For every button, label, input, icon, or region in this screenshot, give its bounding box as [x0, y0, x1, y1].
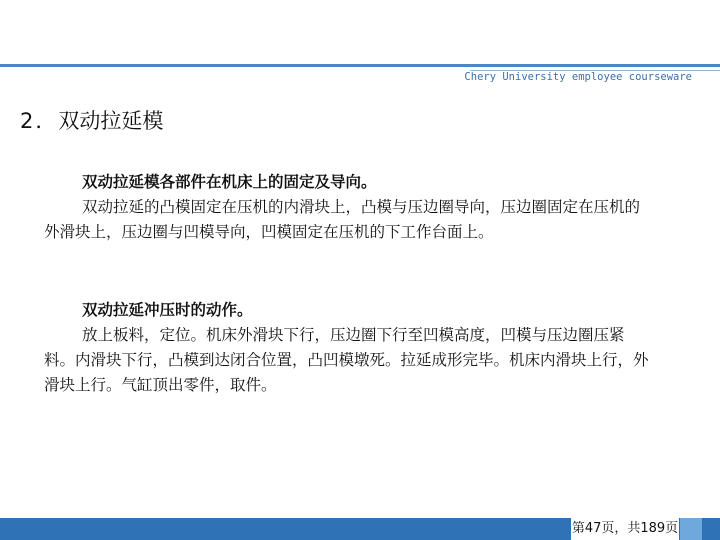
slide-title-number: 2． — [20, 109, 59, 133]
section-stamping-actions — [44, 298, 654, 398]
section-heading: 双动拉延冲压时的动作。 — [82, 301, 253, 319]
section-body: 双动拉延的凸模固定在压机的内滑块上，凸模与压边圈导向，压边圈固定在压机的外滑块上，压边圈与凹模导向，凹模固定在压机的下工作台面上。 — [44, 198, 641, 241]
slide-title — [20, 105, 163, 135]
section-fixing-guiding — [44, 170, 654, 245]
slide-title-text: 双动拉延模 — [58, 109, 164, 133]
header-rule — [0, 64, 720, 67]
section-body: 放上板料，定位。机床外滑块下行，压边圈下行至凹模高度，凹模与压边圈压紧料。内滑块下行，凸模到达闭合位置，凸凹模墩死。拉延成形完毕。机床内滑块上行，外滑块上行。气缸顶出零件，取件。 — [44, 326, 649, 394]
section-heading: 双动拉延模各部件在机床上的固定及导向。 — [82, 173, 377, 191]
courseware-label: Chery University employee courseware — [464, 71, 692, 83]
footer-decor-block — [680, 518, 702, 540]
page-indicator: 第47页，共189页 — [570, 518, 680, 540]
